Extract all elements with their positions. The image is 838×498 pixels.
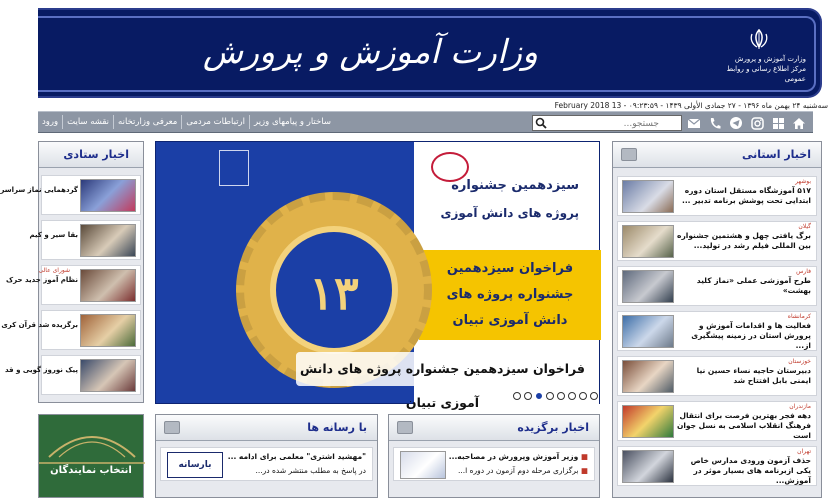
news-thumbnail[interactable] [622, 225, 674, 258]
news-headline[interactable]: فعالیت ها و اقدامات آموزش و پرورش استان در زمینه پیشگیری از... [691, 321, 811, 350]
slider-dot[interactable] [524, 392, 532, 400]
list-item[interactable] [617, 446, 817, 486]
news-headline[interactable]: طرح آموزشی عملی «نماز کلید بهشت» [696, 276, 811, 295]
nav-link-sitemap[interactable]: نقشه سایت [62, 115, 113, 129]
slider-pagination [513, 392, 598, 402]
news-source: مازندران [789, 403, 811, 410]
featured-news-title[interactable]: اخبار برگزیده [517, 421, 589, 434]
folder-icon [621, 148, 637, 161]
news-headline[interactable]: ۵۱۷ آموزشگاه مستقل استان دوره ابتدایی تحت پوشش برنامه تدبیر ... [681, 186, 811, 205]
list-item[interactable] [617, 311, 817, 351]
list-item[interactable] [617, 266, 817, 306]
slider-dot[interactable] [590, 392, 598, 400]
news-thumbnail[interactable] [622, 450, 674, 483]
news-source: فارس [796, 268, 811, 275]
news-thumbnail[interactable] [622, 360, 674, 393]
news-headline[interactable]: برگزیده شد قرآن کری [1, 321, 78, 329]
news-headline[interactable]: بقا سیر و کیم [29, 231, 78, 239]
slider-dot[interactable] [546, 392, 554, 400]
news-thumbnail[interactable] [622, 180, 674, 213]
telegram-icon[interactable] [728, 115, 744, 131]
org-name-line1: وزارت آموزش و پرورش [734, 55, 806, 63]
news-headline[interactable]: دهه فجر بهترین فرصت برای انتقال فرهنگ انقلاب اسلامی به نسل جوان است [676, 411, 811, 440]
news-source: تهران [797, 448, 811, 455]
slider-dot[interactable] [535, 392, 543, 400]
news-headline[interactable]: نظام آموز جدید حرک [6, 276, 78, 284]
news-thumbnail[interactable] [622, 270, 674, 303]
featured-headline[interactable]: ■ وزیر آموزش وپرورش در مصاحبه... [448, 452, 588, 461]
list-item[interactable] [6, 265, 141, 305]
list-item[interactable] [29, 220, 141, 260]
media-header [156, 415, 377, 441]
nav-icons [686, 114, 807, 132]
featured-news-panel [388, 414, 600, 498]
hq-news-panel [0, 141, 144, 403]
org-name [716, 54, 806, 84]
featured-headline-text: برگزاری مرحله دوم آزمون در دوره ا... [457, 466, 579, 475]
instagram-icon[interactable] [749, 115, 765, 131]
news-headline[interactable]: حذف آزمون ورودی مدارس خاص یکی ازبرنامه های بسیار موثر در آموزش... [690, 456, 811, 485]
org-name-line2: مرکز اطلاع رسانی و روابط عمومی [726, 65, 806, 83]
provincial-news-panel [612, 141, 822, 498]
news-thumbnail[interactable] [622, 315, 674, 348]
news-thumbnail[interactable] [80, 314, 136, 347]
nav-link-about-ministry[interactable]: معرفی وزارتخانه [113, 115, 181, 129]
provincial-news-title[interactable]: اخبار استانی [742, 148, 811, 161]
slide-subheading: پروژه های دانش آموزی [440, 206, 579, 220]
news-source: بوشهر [795, 178, 811, 185]
list-item[interactable] [0, 175, 141, 215]
search-icon[interactable] [533, 116, 549, 130]
election-banner[interactable] [38, 414, 144, 498]
media-panel [155, 414, 378, 498]
announcement-line: فراخوان سیزدهمین [446, 261, 574, 276]
nav-link-public-relations[interactable]: ارتباطات مردمی [181, 115, 249, 129]
folder-icon [164, 421, 180, 434]
hq-news-title[interactable]: اخبار ستادی [63, 148, 129, 161]
search-input[interactable] [532, 115, 682, 131]
list-item[interactable] [393, 447, 595, 481]
featured-headline-text: وزیر آموزش وپرورش در مصاحبه... [448, 452, 579, 461]
news-headline[interactable]: دبیرستان حاجیه نساء حسین نیا ایمنی بابل افتتاح شد [696, 366, 811, 385]
slider-dot[interactable] [513, 392, 521, 400]
media-logo[interactable]: بارسانه [167, 452, 223, 478]
media-headline[interactable]: "مهشید اشتری" معلمی برای ادامه ... [227, 452, 366, 461]
media-summary[interactable]: در پاسخ به مطلب منتشر شده در... [255, 466, 366, 475]
slider-dot[interactable] [557, 392, 565, 400]
windows-icon[interactable] [770, 115, 786, 131]
list-item[interactable] [617, 356, 817, 396]
site-header [38, 8, 822, 98]
list-item[interactable] [617, 221, 817, 261]
nav-links [38, 112, 528, 132]
ornament-icon [39, 417, 145, 465]
announcement-line: دانش آموزی تبیان [452, 313, 568, 328]
news-thumbnail[interactable] [400, 451, 446, 479]
nav-link-login[interactable]: ورود [42, 117, 59, 127]
slide-heading: سیزدهمین جشنواره [451, 178, 579, 193]
news-source: خوزستان [788, 358, 811, 365]
list-item[interactable] [160, 447, 373, 481]
news-headline[interactable]: برگ یافتی چهل و هشتمین جشنواره بین المللی فیلم رشد در تولید... [677, 231, 811, 250]
news-thumbnail[interactable] [622, 405, 674, 438]
main-slider[interactable] [155, 141, 600, 410]
nav-link-minister[interactable]: ساختار و پیامهای وزیر [249, 115, 335, 129]
folder-icon [397, 421, 413, 434]
news-source: گیلان [798, 223, 811, 230]
festival-number: ۱۳ [309, 266, 359, 320]
news-thumbnail[interactable] [80, 269, 136, 302]
slide-announcement-box [419, 250, 601, 340]
provincial-news-header [613, 142, 821, 168]
list-item[interactable] [617, 401, 817, 441]
mail-icon[interactable] [686, 115, 702, 131]
hq-news-header [39, 142, 143, 168]
news-headline[interactable]: پیک نوروز گویی و قد [5, 366, 78, 374]
slider-dot[interactable] [579, 392, 587, 400]
featured-headline[interactable]: ■ برگزاری مرحله دوم آزمون در دوره ا... [457, 466, 588, 475]
news-source: شورای عالی [38, 267, 70, 274]
news-source: کرمانشاه [787, 313, 811, 320]
iran-emblem-icon [746, 28, 772, 50]
main-navbar [38, 111, 813, 133]
slide-caption[interactable]: فراخوان سیزدهمین جشنواره پروژه های دانش آموزی تبیان [296, 352, 589, 386]
home-icon[interactable] [791, 115, 807, 131]
list-item[interactable] [5, 355, 141, 395]
announcement-line: جشنواره پروژه های [446, 287, 574, 302]
slider-dot[interactable] [568, 392, 576, 400]
site-title[interactable]: وزارت آموزش و پرورش [202, 32, 538, 71]
news-thumbnail[interactable] [80, 224, 136, 257]
media-title[interactable]: با رسانه ها [307, 421, 367, 434]
date-line: سه‌شنبه ۲۴ بهمن ماه ۱۳۹۶ - ۲۷ جمادی الأولی ۱۴۳۹ - February 2018 13 - ۰۹:۲۳:۵۹ [554, 101, 828, 110]
news-headline[interactable]: گردهمایی نماز سراسر [0, 186, 78, 194]
news-thumbnail[interactable] [80, 179, 136, 212]
list-item[interactable] [617, 176, 817, 216]
festival-badge-icon [219, 150, 249, 186]
featured-news-header [389, 415, 599, 441]
phone-icon[interactable] [707, 115, 723, 131]
gear-center [270, 226, 398, 354]
list-item[interactable] [1, 310, 141, 350]
news-thumbnail[interactable] [80, 359, 136, 392]
election-banner-text: انتخاب نمایندگان [50, 465, 132, 476]
